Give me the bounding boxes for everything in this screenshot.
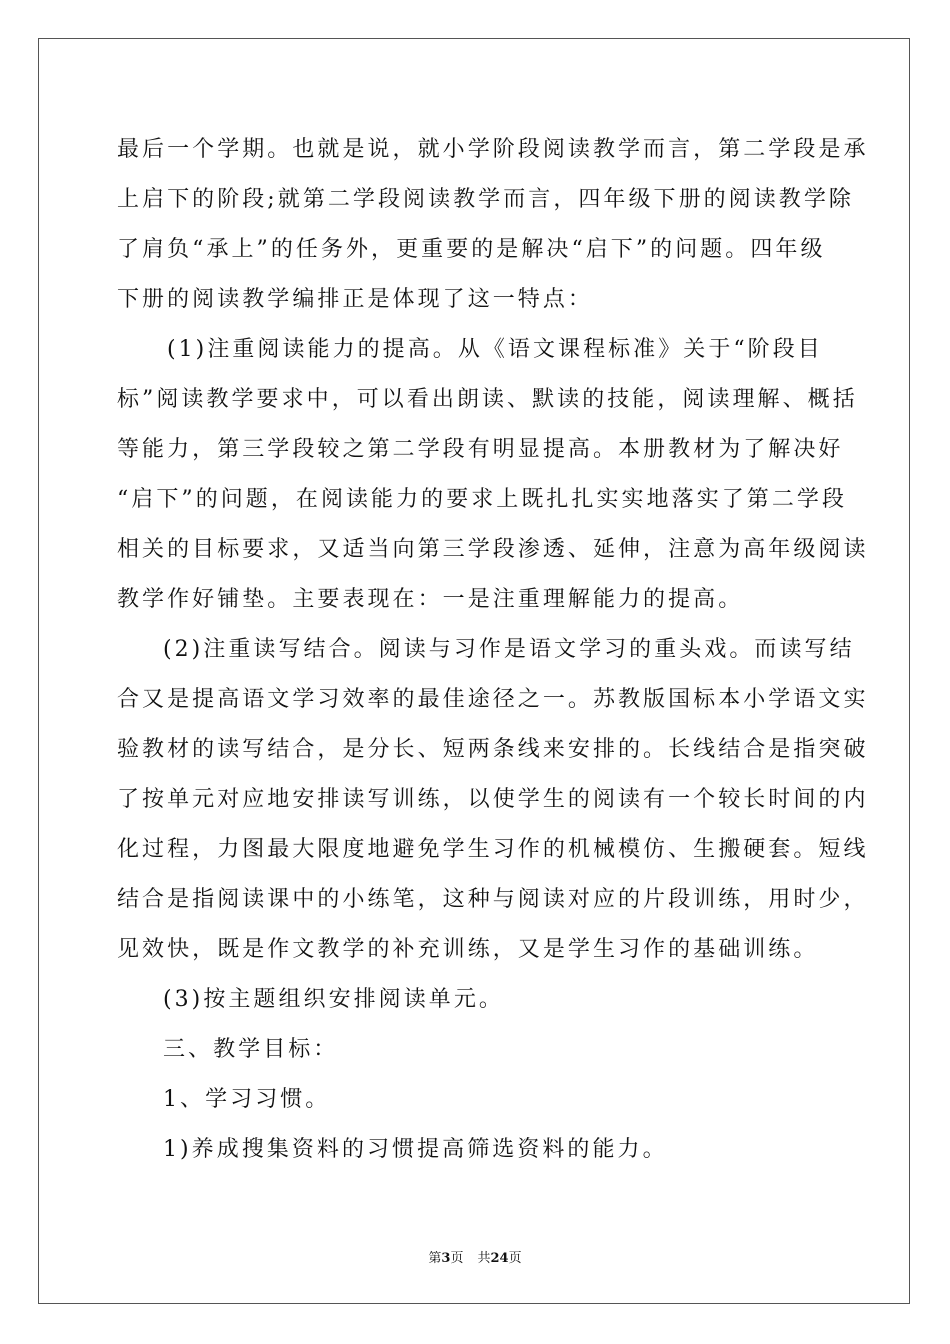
section-heading: 三、教学目标： (163, 1037, 339, 1062)
text-line: 了按单元对应地安排读写训练，以使学生的阅读有一个较长时间的内 (117, 787, 869, 812)
text-line: 上启下的阶段;就第二学段阅读教学而言，四年级下册的阅读教学除 (117, 187, 854, 212)
page-suffix: 页 (450, 1251, 464, 1266)
paragraph-start: (2)注重读写结合。阅读与习作是语文学习的重头戏。而读写结 (163, 637, 855, 662)
text-line: 见效快，既是作文教学的补充训练，又是学生习作的基础训练。 (117, 937, 819, 962)
text-line: 验教材的读写结合，是分长、短两条线来安排的。长线结合是指突破 (117, 737, 869, 762)
page-footer (0, 1247, 950, 1266)
page-prefix: 第 (428, 1251, 442, 1266)
total-prefix: 共 (477, 1251, 491, 1266)
subsection-heading: 1、学习习惯。 (163, 1087, 331, 1112)
text-line: 了肩负“承上”的任务外，更重要的是解决“启下”的问题。四年级 (117, 237, 826, 262)
text-line: 等能力，第三学段较之第二学段有明显提高。本册教材为了解决好 (117, 437, 844, 462)
list-item: 1)养成搜集资料的习惯提高筛选资料的能力。 (163, 1137, 668, 1162)
total-suffix: 页 (508, 1251, 522, 1266)
text-line: 最后一个学期。也就是说，就小学阶段阅读教学而言，第二学段是承 (117, 137, 869, 162)
text-line: 合又是提高语文学习效率的最佳途径之一。苏教版国标本小学语文实 (117, 687, 869, 712)
text-line: 相关的目标要求，又适当向第三学段渗透、延伸，注意为高年级阅读 (117, 537, 869, 562)
text-line: “启下”的问题，在阅读能力的要求上既扎扎实实地落实了第二学段 (117, 487, 847, 512)
text-line: 下册的阅读教学编排正是体现了这一特点： (117, 287, 593, 312)
text-line: 教学作好铺垫。主要表现在：一是注重理解能力的提高。 (117, 587, 744, 612)
page-number: 3 (441, 1251, 451, 1266)
text-line: 标”阅读教学要求中，可以看出朗读、默读的技能，阅读理解、概括 (117, 387, 858, 412)
paragraph-start: (1)注重阅读能力的提高。从《语文课程标准》关于“阶段目 (167, 337, 823, 362)
paragraph-start: (3)按主题组织安排阅读单元。 (163, 987, 504, 1012)
text-line: 结合是指阅读课中的小练笔，这种与阅读对应的片段训练，用时少， (117, 887, 869, 912)
total-pages: 24 (490, 1251, 509, 1266)
text-line: 化过程，力图最大限度地避免学生习作的机械模仿、生搬硬套。短线 (117, 837, 869, 862)
